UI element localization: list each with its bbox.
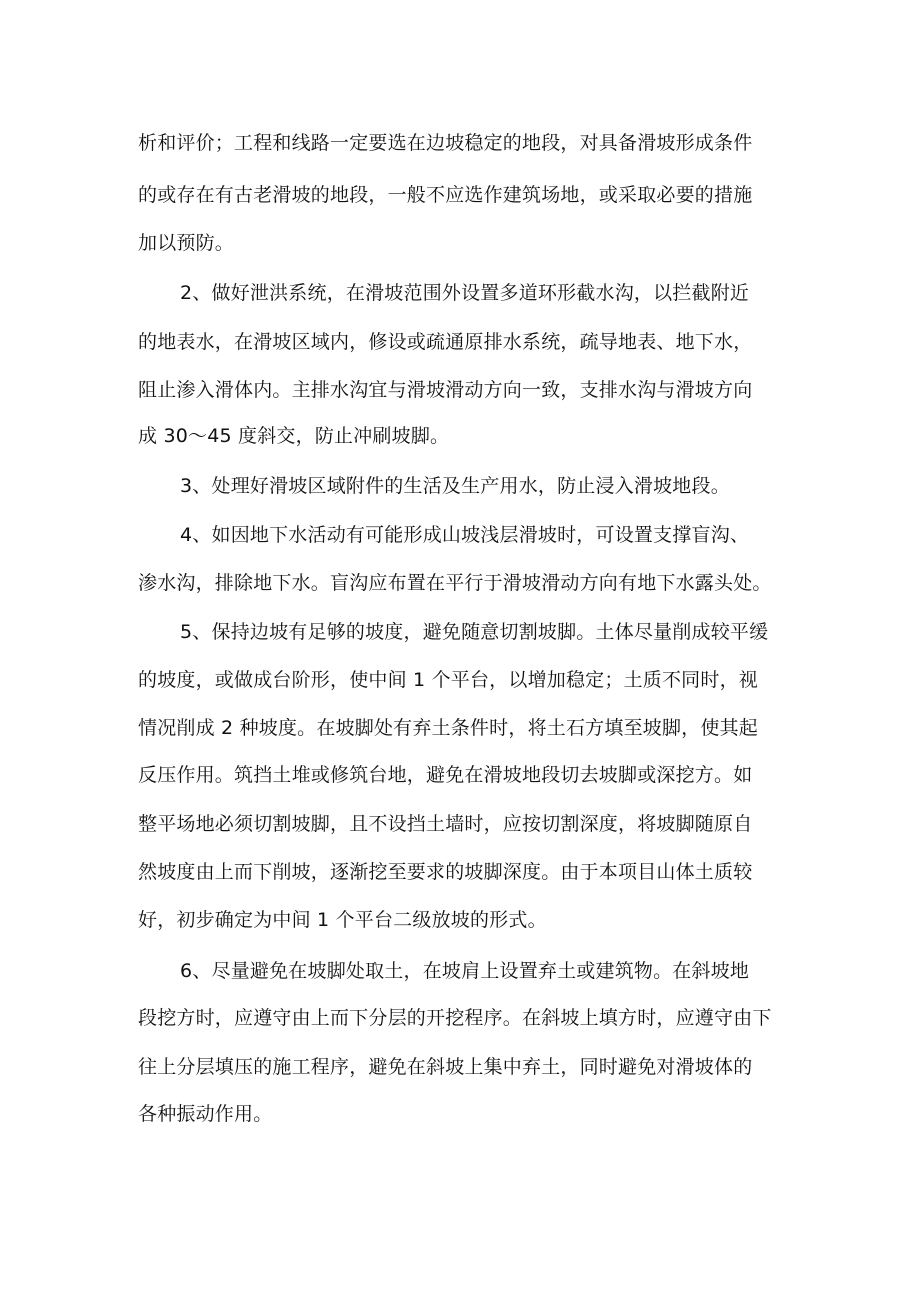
paragraph-line: 加以预防。: [138, 232, 235, 254]
paragraph-line: 整平场地必须切割坡脚，且不设挡土墙时，应按切割深度，将坡脚随原自: [138, 813, 753, 835]
paragraph-line: 成 30～45 度斜交，防止冲刷坡脚。: [138, 425, 450, 447]
paragraph-line: 反压作用。筑挡土堆或修筑台地，避免在滑坡地段切去坡脚或深挖方。如: [138, 764, 753, 786]
paragraph-line: 渗水沟，排除地下水。盲沟应布置在平行于滑坡滑动方向有地下水露头处。: [138, 572, 772, 594]
paragraph-line: 3、处理好滑坡区域附件的生活及生产用水，防止浸入滑坡地段。: [180, 475, 730, 497]
paragraph-line: 2、做好泄洪系统，在滑坡范围外设置多道环形截水沟，以拦截附近: [180, 282, 750, 304]
paragraph-line: 5、保持边坡有足够的坡度，避免随意切割坡脚。土体尽量削成较平缓: [180, 621, 769, 643]
paragraph-line: 析和评价；工程和线路一定要选在边坡稳定的地段，对具备滑坡形成条件: [138, 132, 753, 154]
paragraph-line: 的或存在有古老滑坡的地段，一般不应选作建筑场地，或采取必要的措施: [138, 184, 753, 206]
paragraph-line: 的地表水，在滑坡区域内，修设或疏通原排水系统，疏导地表、地下水，: [138, 331, 753, 353]
paragraph-line: 往上分层填压的施工程序，避免在斜坡上集中弃土，同时避免对滑坡体的: [138, 1056, 753, 1078]
paragraph-line: 各种振动作用。: [138, 1103, 273, 1125]
paragraph-line: 好，初步确定为中间 1 个平台二级放坡的形式。: [138, 909, 547, 931]
paragraph-line: 然坡度由上而下削坡，逐渐挖至要求的坡脚深度。由于本项目山体土质较: [138, 861, 753, 883]
paragraph-line: 阻止渗入滑体内。主排水沟宜与滑坡滑动方向一致，支排水沟与滑坡方向: [138, 379, 753, 401]
paragraph-line: 的坡度，或做成台阶形，使中间 1 个平台，以增加稳定；土质不同时，视: [138, 669, 758, 691]
paragraph-line: 6、尽量避免在坡脚处取土，在坡肩上设置弃土或建筑物。在斜坡地: [180, 960, 750, 982]
paragraph-line: 情况削成 2 种坡度。在坡脚处有弃土条件时，将土石方填至坡脚，使其起: [138, 717, 758, 739]
paragraph-line: 4、如因地下水活动有可能形成山坡浅层滑坡时，可设置支撑盲沟、: [180, 524, 750, 546]
paragraph-line: 段挖方时，应遵守由上而下分层的开挖程序。在斜坡上填方时，应遵守由下: [138, 1007, 772, 1029]
